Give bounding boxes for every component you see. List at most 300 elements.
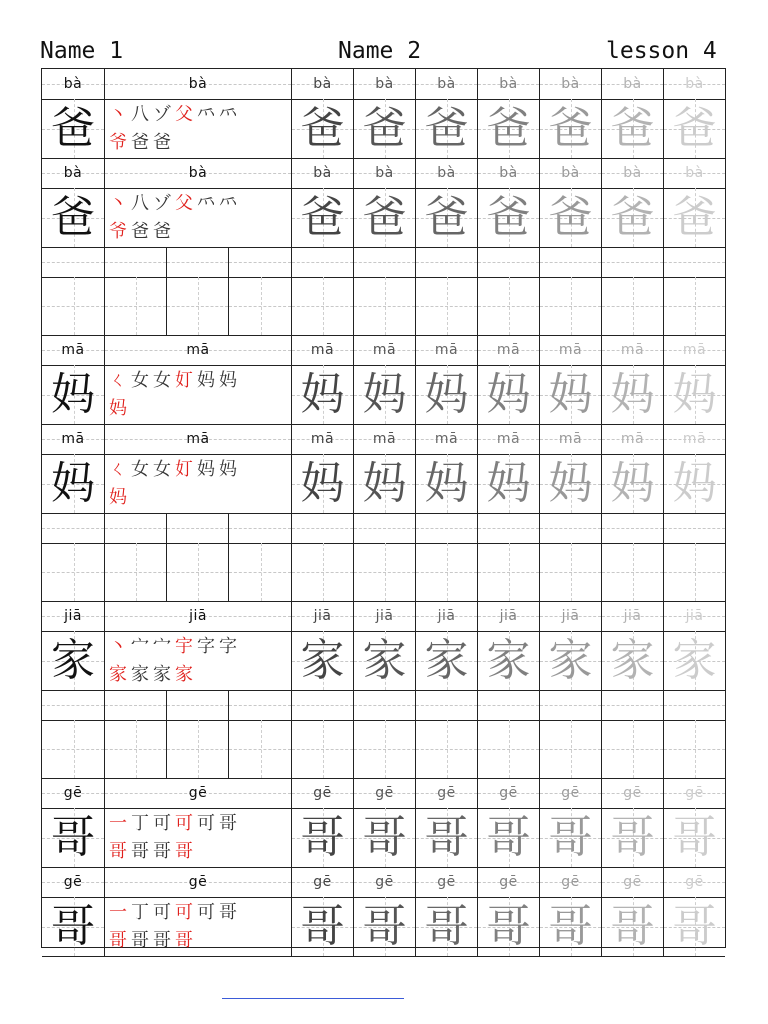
pinyin-label: bà (313, 165, 332, 181)
grid-cell (602, 424, 664, 454)
pinyin-label: jiā (189, 608, 207, 624)
grid-cell (42, 424, 105, 454)
grid-cell (354, 778, 416, 808)
pinyin-label: bà (561, 76, 580, 92)
character-row (42, 99, 725, 158)
pinyin-label: gē (499, 785, 518, 801)
stroke-step: 奵 (175, 459, 193, 480)
stroke-step: 妈 (219, 370, 237, 391)
character-row (42, 897, 725, 956)
trace-character: 哥 (424, 900, 469, 952)
grid-cell (105, 277, 167, 335)
guide-line (447, 543, 448, 601)
grid-cell (602, 247, 664, 277)
stroke-step: 宇 (175, 636, 193, 657)
grid-cell (602, 513, 664, 543)
guide-line (42, 705, 104, 706)
grid-cell (105, 424, 292, 454)
grid-cell (292, 454, 354, 513)
lesson-label: lesson 4 (606, 38, 717, 64)
grid-cell (478, 69, 540, 99)
grid-cell (42, 778, 105, 808)
guide-line (416, 262, 477, 263)
grid-cell (478, 897, 540, 956)
stroke-step: 可 (197, 813, 215, 834)
pinyin-label: mā (620, 431, 645, 447)
grid-cell (540, 277, 602, 335)
pinyin-label: gē (63, 874, 83, 890)
grid-cell (478, 424, 540, 454)
trace-character: 妈 (300, 457, 345, 509)
grid-cell (105, 601, 292, 631)
grid-cell (229, 543, 292, 601)
pinyin-label: gē (685, 785, 704, 801)
grid-cell (354, 424, 416, 454)
pinyin-label: gē (188, 785, 208, 801)
grid-cell (602, 631, 664, 690)
grid-cell (292, 601, 354, 631)
guide-line (664, 528, 725, 529)
grid-cell (416, 543, 478, 601)
guide-line (136, 277, 137, 335)
grid-cell (105, 158, 292, 188)
trace-character: 哥 (300, 900, 345, 952)
grid-cell (229, 247, 292, 277)
guide-line (664, 262, 725, 263)
grid-cell (416, 513, 478, 543)
stroke-step: 哥 (131, 930, 149, 951)
pinyin-label: mā (558, 342, 583, 358)
stroke-order (109, 190, 289, 246)
grid-cell (42, 158, 105, 188)
trace-character: 爸 (424, 102, 469, 154)
grid-cell (42, 454, 105, 513)
grid-cell (478, 778, 540, 808)
stroke-step: 妈 (197, 370, 215, 391)
pinyin-label: gē (313, 785, 332, 801)
grid-cell (167, 690, 229, 720)
stroke-step: ゾ (153, 193, 171, 214)
blank-row (42, 247, 725, 277)
grid-cell (105, 897, 292, 956)
grid-cell (478, 454, 540, 513)
pinyin-label: bà (375, 165, 394, 181)
stroke-step: 女 (153, 370, 171, 391)
grid-cell (354, 543, 416, 601)
trace-character: 妈 (362, 457, 407, 509)
grid-cell (105, 720, 167, 778)
guide-line (136, 720, 137, 778)
grid-cell (354, 897, 416, 956)
guide-line (42, 528, 104, 529)
grid-cell (354, 808, 416, 867)
grid-cell (354, 69, 416, 99)
pinyin-label: gē (188, 874, 208, 890)
grid-cell (416, 690, 478, 720)
stroke-step: ⺤ (197, 104, 215, 125)
stroke-step: 爷 (109, 221, 127, 242)
stroke-step: 女 (153, 459, 171, 480)
grid-cell (416, 454, 478, 513)
trace-character: 妈 (486, 368, 531, 420)
pinyin-label: jiā (64, 608, 82, 624)
grid-cell (478, 247, 540, 277)
grid-cell (416, 631, 478, 690)
grid-cell (42, 690, 105, 720)
stroke-step: 妈 (109, 487, 127, 508)
model-character: 爸 (51, 191, 95, 243)
grid-cell (602, 690, 664, 720)
trace-character: 哥 (300, 811, 345, 863)
stroke-step: 丁 (131, 902, 149, 923)
pinyin-row (42, 867, 725, 897)
grid-cell (292, 867, 354, 897)
stroke-step: 哥 (219, 902, 237, 923)
grid-cell (292, 335, 354, 365)
stroke-step: 家 (153, 664, 171, 685)
grid-cell (292, 808, 354, 867)
grid-cell (602, 778, 664, 808)
grid-cell (105, 99, 292, 158)
grid-cell (354, 188, 416, 247)
grid-cell (229, 690, 292, 720)
model-character: 妈 (51, 368, 95, 420)
grid-cell (105, 808, 292, 867)
grid-cell (478, 188, 540, 247)
trace-character: 爸 (672, 191, 717, 243)
guide-line (571, 543, 572, 601)
stroke-step: 一 (109, 902, 127, 923)
grid-cell (229, 513, 292, 543)
guide-line (198, 277, 199, 335)
grid-cell (664, 277, 725, 335)
grid-cell (540, 247, 602, 277)
pinyin-label: bà (188, 76, 208, 92)
grid-cell (42, 867, 105, 897)
blank-row (42, 690, 725, 720)
stroke-step: 哥 (131, 841, 149, 862)
guide-line (292, 262, 353, 263)
grid-cell (664, 897, 725, 956)
guide-line (664, 705, 725, 706)
grid-cell (664, 188, 725, 247)
grid-cell (292, 247, 354, 277)
grid-cell (664, 158, 725, 188)
grid-cell (42, 99, 105, 158)
grid-cell (664, 335, 725, 365)
guide-line (105, 705, 166, 706)
grid-cell (354, 513, 416, 543)
trace-character: 爸 (362, 102, 407, 154)
guide-line (167, 705, 228, 706)
grid-cell (540, 778, 602, 808)
pinyin-label: bà (685, 76, 704, 92)
trace-character: 家 (486, 634, 531, 686)
grid-cell (354, 454, 416, 513)
grid-cell (540, 158, 602, 188)
grid-cell (354, 631, 416, 690)
stroke-step: 爸 (153, 221, 171, 242)
grid-cell (478, 690, 540, 720)
grid-cell (540, 601, 602, 631)
trace-character: 爸 (548, 191, 593, 243)
trace-character: 妈 (548, 457, 593, 509)
grid-cell (292, 543, 354, 601)
grid-cell (478, 808, 540, 867)
grid-cell (354, 601, 416, 631)
guide-line (695, 277, 696, 335)
pinyin-label: mā (682, 342, 707, 358)
pinyin-label: gē (63, 785, 83, 801)
stroke-step: 父 (175, 104, 193, 125)
grid-cell (292, 631, 354, 690)
guide-line (695, 720, 696, 778)
grid-cell (354, 247, 416, 277)
grid-cell (105, 543, 167, 601)
grid-cell (540, 335, 602, 365)
grid-cell (478, 543, 540, 601)
grid-cell (602, 867, 664, 897)
grid-cell (167, 720, 229, 778)
pinyin-label: mā (310, 431, 335, 447)
guide-line (354, 528, 415, 529)
pinyin-row (42, 69, 725, 99)
pinyin-label: bà (375, 76, 394, 92)
grid-cell (42, 808, 105, 867)
grid-cell (416, 69, 478, 99)
grid-cell (292, 365, 354, 424)
pinyin-label: bà (499, 165, 518, 181)
grid-cell (664, 631, 725, 690)
guide-line (416, 705, 477, 706)
pinyin-row (42, 335, 725, 365)
guide-line (633, 543, 634, 601)
pinyin-label: bà (188, 165, 208, 181)
grid-cell (540, 720, 602, 778)
grid-cell (416, 335, 478, 365)
footer-link-underline[interactable] (222, 998, 404, 999)
grid-cell (602, 158, 664, 188)
guide-line (229, 528, 291, 529)
grid-cell (478, 631, 540, 690)
trace-character: 爸 (300, 191, 345, 243)
grid-cell (42, 513, 105, 543)
pinyin-label: gē (685, 874, 704, 890)
trace-character: 妈 (610, 368, 655, 420)
grid-cell (478, 867, 540, 897)
guide-line (105, 262, 166, 263)
pinyin-row (42, 424, 725, 454)
pinyin-label: jiā (623, 608, 642, 624)
guide-line (571, 277, 572, 335)
pinyin-label: bà (623, 165, 642, 181)
grid-cell (540, 424, 602, 454)
grid-cell (42, 601, 105, 631)
grid-cell (354, 277, 416, 335)
stroke-step: 丶 (109, 193, 127, 214)
trace-character: 哥 (486, 900, 531, 952)
grid-cell (292, 158, 354, 188)
grid-cell (42, 365, 105, 424)
grid-cell (354, 158, 416, 188)
grid-cell (292, 690, 354, 720)
trace-character: 爸 (548, 102, 593, 154)
trace-character: 家 (300, 634, 345, 686)
trace-character: 爸 (610, 191, 655, 243)
pinyin-label: gē (437, 785, 456, 801)
grid-cell (664, 424, 725, 454)
pinyin-label: jiā (685, 608, 704, 624)
grid-cell (292, 188, 354, 247)
stroke-step: 丁 (131, 813, 149, 834)
stroke-step: 哥 (175, 930, 193, 951)
grid-cell (664, 365, 725, 424)
blank-row (42, 277, 725, 335)
grid-cell (292, 897, 354, 956)
grid-cell (478, 99, 540, 158)
trace-character: 哥 (362, 900, 407, 952)
grid-cell (602, 365, 664, 424)
grid-cell (540, 454, 602, 513)
guide-line (74, 720, 75, 778)
grid-cell (42, 247, 105, 277)
pinyin-label: mā (434, 342, 459, 358)
grid-cell (478, 335, 540, 365)
trace-character: 爸 (672, 102, 717, 154)
grid-cell (664, 778, 725, 808)
stroke-order (109, 810, 289, 866)
pinyin-label: mā (372, 342, 397, 358)
stroke-step: 字 (197, 636, 215, 657)
trace-character: 妈 (362, 368, 407, 420)
trace-character: 家 (610, 634, 655, 686)
grid-cell (105, 247, 167, 277)
grid-cell (664, 601, 725, 631)
grid-cell (292, 720, 354, 778)
trace-character: 爸 (424, 191, 469, 243)
grid-cell (354, 335, 416, 365)
stroke-step: 可 (153, 902, 171, 923)
guide-line (167, 528, 228, 529)
guide-line (540, 528, 601, 529)
pinyin-label: gē (437, 874, 456, 890)
stroke-step: 哥 (175, 841, 193, 862)
grid-cell (602, 601, 664, 631)
grid-cell (292, 277, 354, 335)
grid-cell (416, 424, 478, 454)
grid-cell (416, 247, 478, 277)
stroke-step: 爷 (109, 132, 127, 153)
trace-character: 爸 (486, 102, 531, 154)
guide-line (167, 262, 228, 263)
stroke-order (109, 456, 289, 512)
grid-cell (540, 897, 602, 956)
grid-cell (602, 99, 664, 158)
grid-cell (664, 513, 725, 543)
pinyin-label: bà (623, 76, 642, 92)
grid-cell (602, 897, 664, 956)
grid-cell (105, 778, 292, 808)
pinyin-label: mā (372, 431, 397, 447)
blank-row (42, 543, 725, 601)
stroke-step: ⺤ (219, 104, 237, 125)
pinyin-label: jiā (375, 608, 394, 624)
stroke-step: 奵 (175, 370, 193, 391)
grid-cell (292, 69, 354, 99)
guide-line (198, 543, 199, 601)
character-row (42, 808, 725, 867)
pinyin-label: mā (558, 431, 583, 447)
grid-cell (105, 690, 167, 720)
stroke-step: 女 (131, 370, 149, 391)
grid-cell (540, 808, 602, 867)
pinyin-label: jiā (313, 608, 332, 624)
grid-cell (602, 69, 664, 99)
stroke-step: ゾ (153, 104, 171, 125)
trace-character: 哥 (362, 811, 407, 863)
guide-line (602, 705, 663, 706)
stroke-order (109, 899, 289, 955)
grid-cell (478, 277, 540, 335)
grid-cell (105, 867, 292, 897)
stroke-step: 可 (153, 813, 171, 834)
stroke-step: 家 (175, 664, 193, 685)
guide-line (354, 705, 415, 706)
grid-cell (292, 424, 354, 454)
grid-cell (540, 690, 602, 720)
grid-cell (416, 808, 478, 867)
guide-line (261, 277, 262, 335)
character-row (42, 454, 725, 513)
guide-line (42, 262, 104, 263)
trace-character: 家 (672, 634, 717, 686)
stroke-step: 哥 (153, 841, 171, 862)
grid-cell (540, 631, 602, 690)
trace-character: 哥 (548, 811, 593, 863)
trace-character: 妈 (424, 457, 469, 509)
grid-cell (664, 690, 725, 720)
trace-character: 妈 (672, 457, 717, 509)
trace-character: 妈 (610, 457, 655, 509)
guide-line (695, 543, 696, 601)
grid-cell (292, 99, 354, 158)
practice-sheet (41, 68, 726, 952)
guide-line (478, 705, 539, 706)
stroke-step: ⺤ (219, 193, 237, 214)
stroke-step: 家 (131, 664, 149, 685)
name1-label: Name 1 (40, 38, 124, 64)
guide-line (323, 720, 324, 778)
guide-line (633, 277, 634, 335)
trace-character: 家 (548, 634, 593, 686)
guide-line (478, 528, 539, 529)
grid-cell (42, 897, 105, 956)
trace-character: 妈 (424, 368, 469, 420)
trace-character: 妈 (672, 368, 717, 420)
grid-cell (354, 690, 416, 720)
grid-cell (42, 69, 105, 99)
guide-line (292, 528, 353, 529)
grid-cell (602, 277, 664, 335)
character-row (42, 631, 725, 690)
stroke-step: 哥 (109, 841, 127, 862)
grid-cell (540, 365, 602, 424)
grid-cell (602, 335, 664, 365)
pinyin-label: bà (437, 165, 456, 181)
pinyin-row (42, 158, 725, 188)
guide-line (74, 543, 75, 601)
stroke-step: 爸 (131, 221, 149, 242)
